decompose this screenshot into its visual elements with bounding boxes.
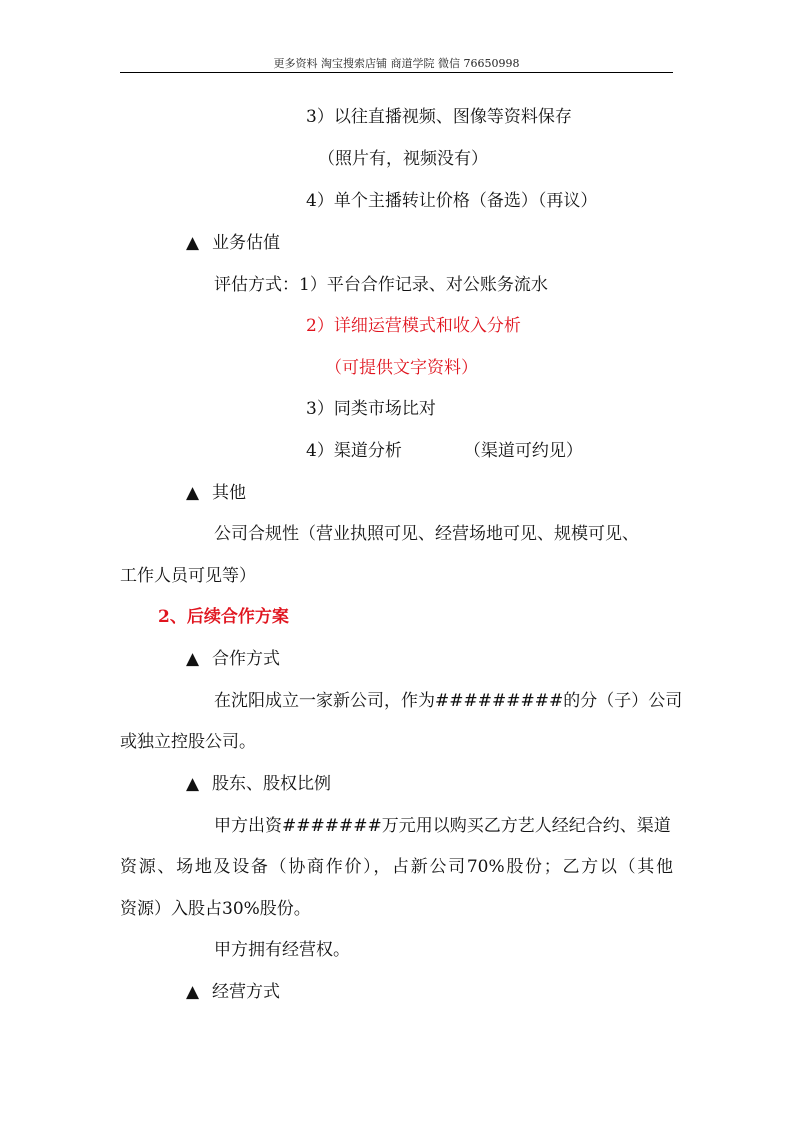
highlight-line: （可提供文字资料） [325, 358, 478, 378]
text-line: （照片有，视频没有） [318, 149, 488, 169]
channel-analysis: 4）渠道分析 [306, 441, 402, 461]
text-line: 或独立控股公司。 [120, 732, 256, 752]
heading-text: 经营方式 [212, 982, 280, 1002]
bullet-heading [186, 648, 280, 670]
triangle-bullet-icon: ▲ [186, 483, 200, 503]
heading-text: 业务估值 [212, 233, 280, 253]
bullet-heading [186, 232, 280, 254]
triangle-bullet-icon: ▲ [186, 982, 200, 1002]
text-line: 在沈阳成立一家新公司，作为#########的分（子）公司 [214, 691, 683, 711]
bullet-heading [186, 773, 331, 795]
text-line: 甲方出资#######万元用以购买乙方艺人经纪合约、渠道 [214, 816, 671, 836]
bullet-heading [186, 482, 246, 504]
triangle-bullet-icon: ▲ [186, 774, 200, 794]
page-header: 更多资料 淘宝搜索店铺 商道学院 微信 76650998 [273, 57, 520, 70]
heading-text: 股东、股权比例 [212, 774, 331, 794]
heading-text: 合作方式 [212, 649, 280, 669]
text-line: 甲方拥有经营权。 [214, 940, 350, 960]
text-line: 评估方式：1）平台合作记录、对公账务流水 [214, 275, 548, 295]
text-line: 资源、场地及设备（协商作价），占新公司70%股份；乙方以（其他 [120, 857, 673, 877]
triangle-bullet-icon: ▲ [186, 233, 200, 253]
highlight-line: 2）详细运营模式和收入分析 [306, 316, 521, 336]
channel-note: （渠道可约见） [463, 441, 583, 461]
text-line: 3）同类市场比对 [306, 399, 436, 419]
text-line: 工作人员可见等） [120, 566, 256, 586]
text-line: 4）单个主播转让价格（备选）（再议） [306, 191, 598, 211]
text-line: 公司合规性（营业执照可见、经营场地可见、规模可见、 [214, 524, 639, 544]
header-rule [120, 72, 673, 73]
text-line: 3）以往直播视频、图像等资料保存 [306, 107, 572, 127]
triangle-bullet-icon: ▲ [186, 649, 200, 669]
text-line [306, 440, 583, 462]
section-heading: 2、后续合作方案 [158, 607, 289, 627]
text-line: 资源）入股占30%股份。 [120, 899, 311, 919]
heading-text: 其他 [212, 483, 246, 503]
bullet-heading [186, 981, 280, 1003]
